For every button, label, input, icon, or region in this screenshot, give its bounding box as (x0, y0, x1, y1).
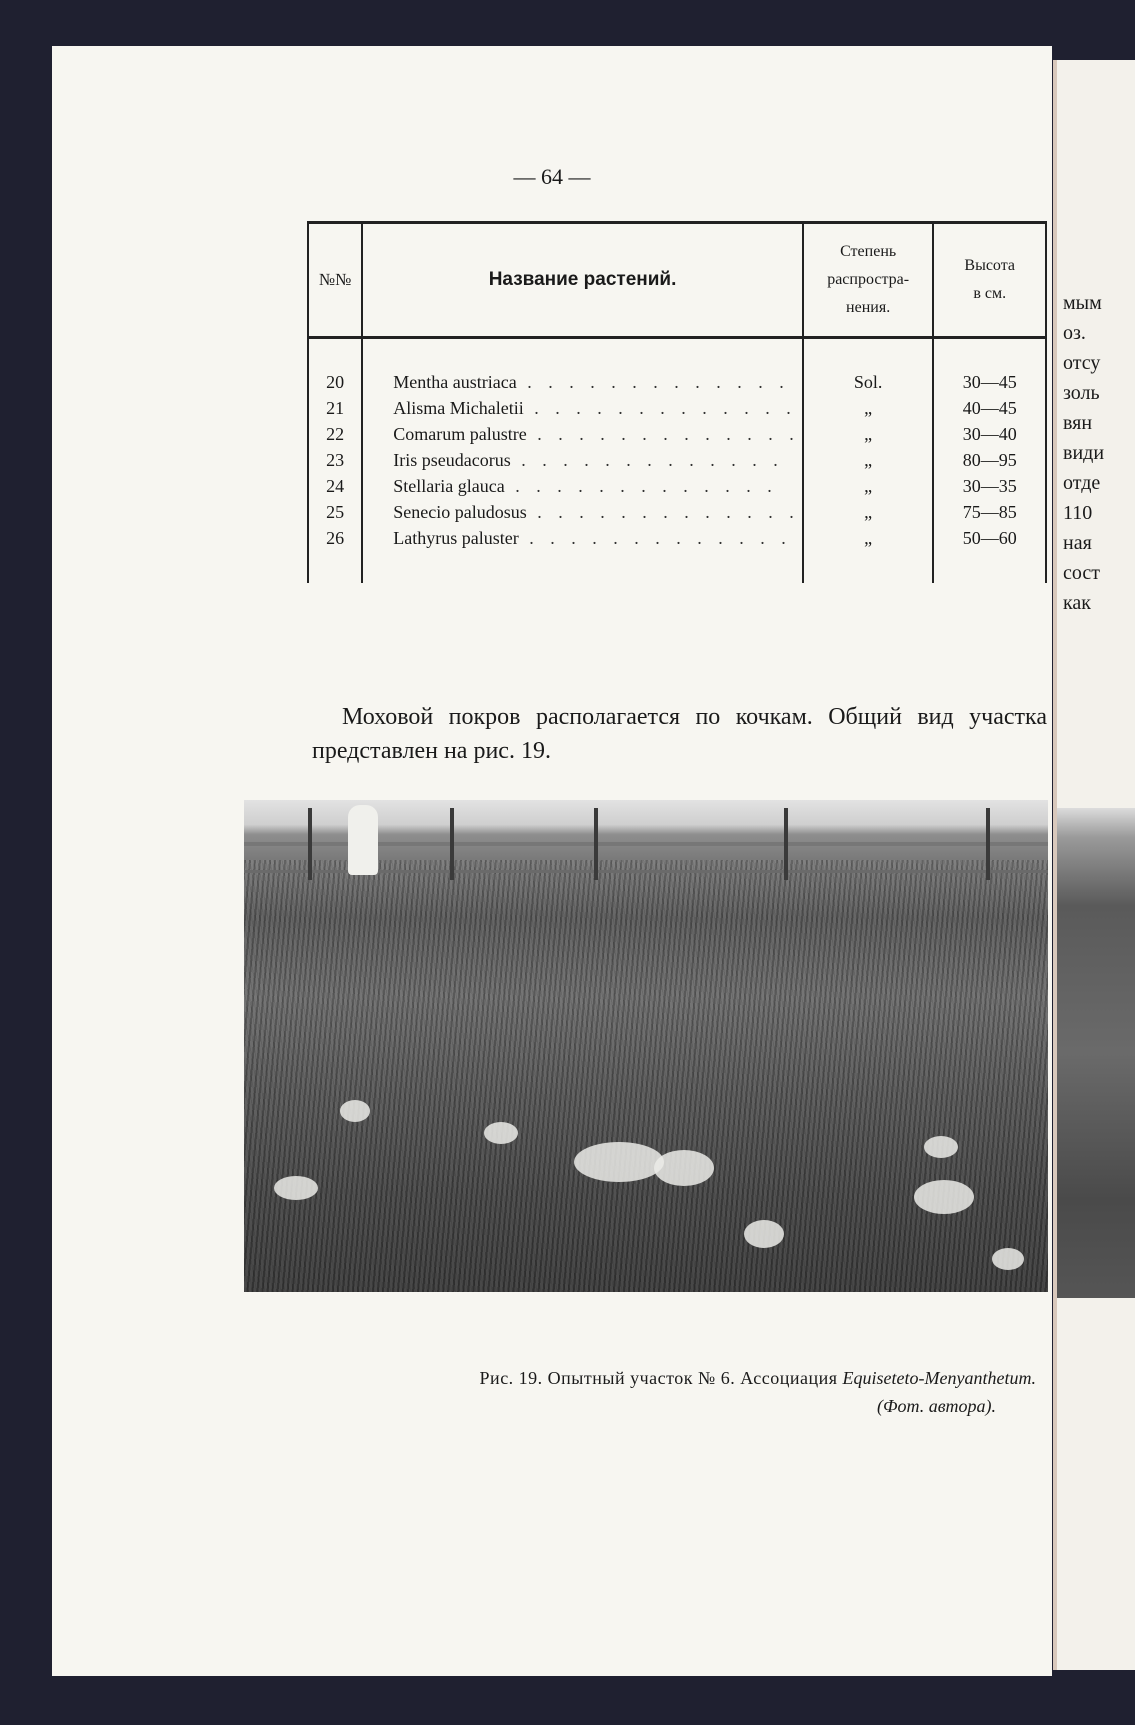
page-number: — 64 — (513, 164, 591, 189)
plants-table (307, 221, 1047, 583)
caption-latin: Equiseteto-Menyanthetum. (842, 1368, 1036, 1388)
table-row: 20 Mentha austriaca . . . . . . . . . . . . . Sol. 30—45 (308, 369, 1046, 395)
adjacent-text: оз. (1063, 322, 1086, 344)
photo-grass-texture (244, 860, 1048, 1292)
photo-fence-post (594, 808, 598, 880)
adjacent-page (1057, 60, 1135, 1670)
adjacent-text: вян (1063, 412, 1093, 434)
header-num: №№ (308, 223, 362, 338)
photo-flower (484, 1122, 518, 1144)
table-end-row (308, 551, 1046, 583)
table-row: 22 Comarum palustre . . . . . . . . . . . . . „ 30—40 (308, 421, 1046, 447)
adjacent-text: отсу (1063, 352, 1101, 374)
table-header-row (308, 223, 1046, 338)
adjacent-text: 110 (1063, 502, 1093, 524)
photo-fence-post (986, 808, 990, 880)
adjacent-text: сост (1063, 562, 1100, 584)
field-photograph (244, 800, 1048, 1292)
photo-flower (924, 1136, 958, 1158)
caption-credit: (Фот. автора). (877, 1396, 996, 1416)
header-name: Название растений. (362, 223, 803, 338)
adjacent-photo (1057, 808, 1135, 1298)
adjacent-text: как (1063, 592, 1092, 614)
photo-fence-post (450, 808, 454, 880)
table-row: 21 Alisma Michaletii . . . . . . . . . . . . . „ 40—45 (308, 395, 1046, 421)
table-row: 23 Iris pseudacorus . . . . . . . . . . . . . „ 80—95 (308, 447, 1046, 473)
header-degree: Степень распростра- нения. (803, 223, 934, 338)
header-height: Высота в см. (933, 223, 1046, 338)
table-row: 24 Stellaria glauca . . . . . . . . . . . . . „ 30—35 (308, 473, 1046, 499)
table-row: 26 Lathyrus paluster . . . . . . . . . . . . . „ 50—60 (308, 525, 1046, 551)
photo-flower (574, 1142, 664, 1182)
adjacent-text: золь (1063, 382, 1100, 404)
table-spacer-row (308, 338, 1046, 370)
photo-fence-post (784, 808, 788, 880)
body-paragraph: Моховой покров располагается по кочкам. Общий вид участка представлен на рис. 19. (312, 704, 1047, 764)
adjacent-text: отде (1063, 472, 1101, 494)
photo-flower (744, 1220, 784, 1248)
adjacent-text: види (1063, 442, 1105, 464)
photo-fence-post (308, 808, 312, 880)
table-row: 25 Senecio paludosus . . . . . . . . . . . . . „ 75—85 (308, 499, 1046, 525)
adjacent-text: мым (1063, 292, 1102, 314)
photo-flower (654, 1150, 714, 1186)
figure-caption: Рис. 19. Опытный участок № 6. Ассоциация Equiseteto-Menyanthetum. (Фот. автора). (296, 1364, 1036, 1420)
photo-flower (274, 1176, 318, 1200)
photo-flower (340, 1100, 370, 1122)
photo-person-figure (348, 805, 378, 875)
photo-flower (992, 1248, 1024, 1270)
photo-flower (914, 1180, 974, 1214)
adjacent-text: ная (1063, 532, 1092, 554)
